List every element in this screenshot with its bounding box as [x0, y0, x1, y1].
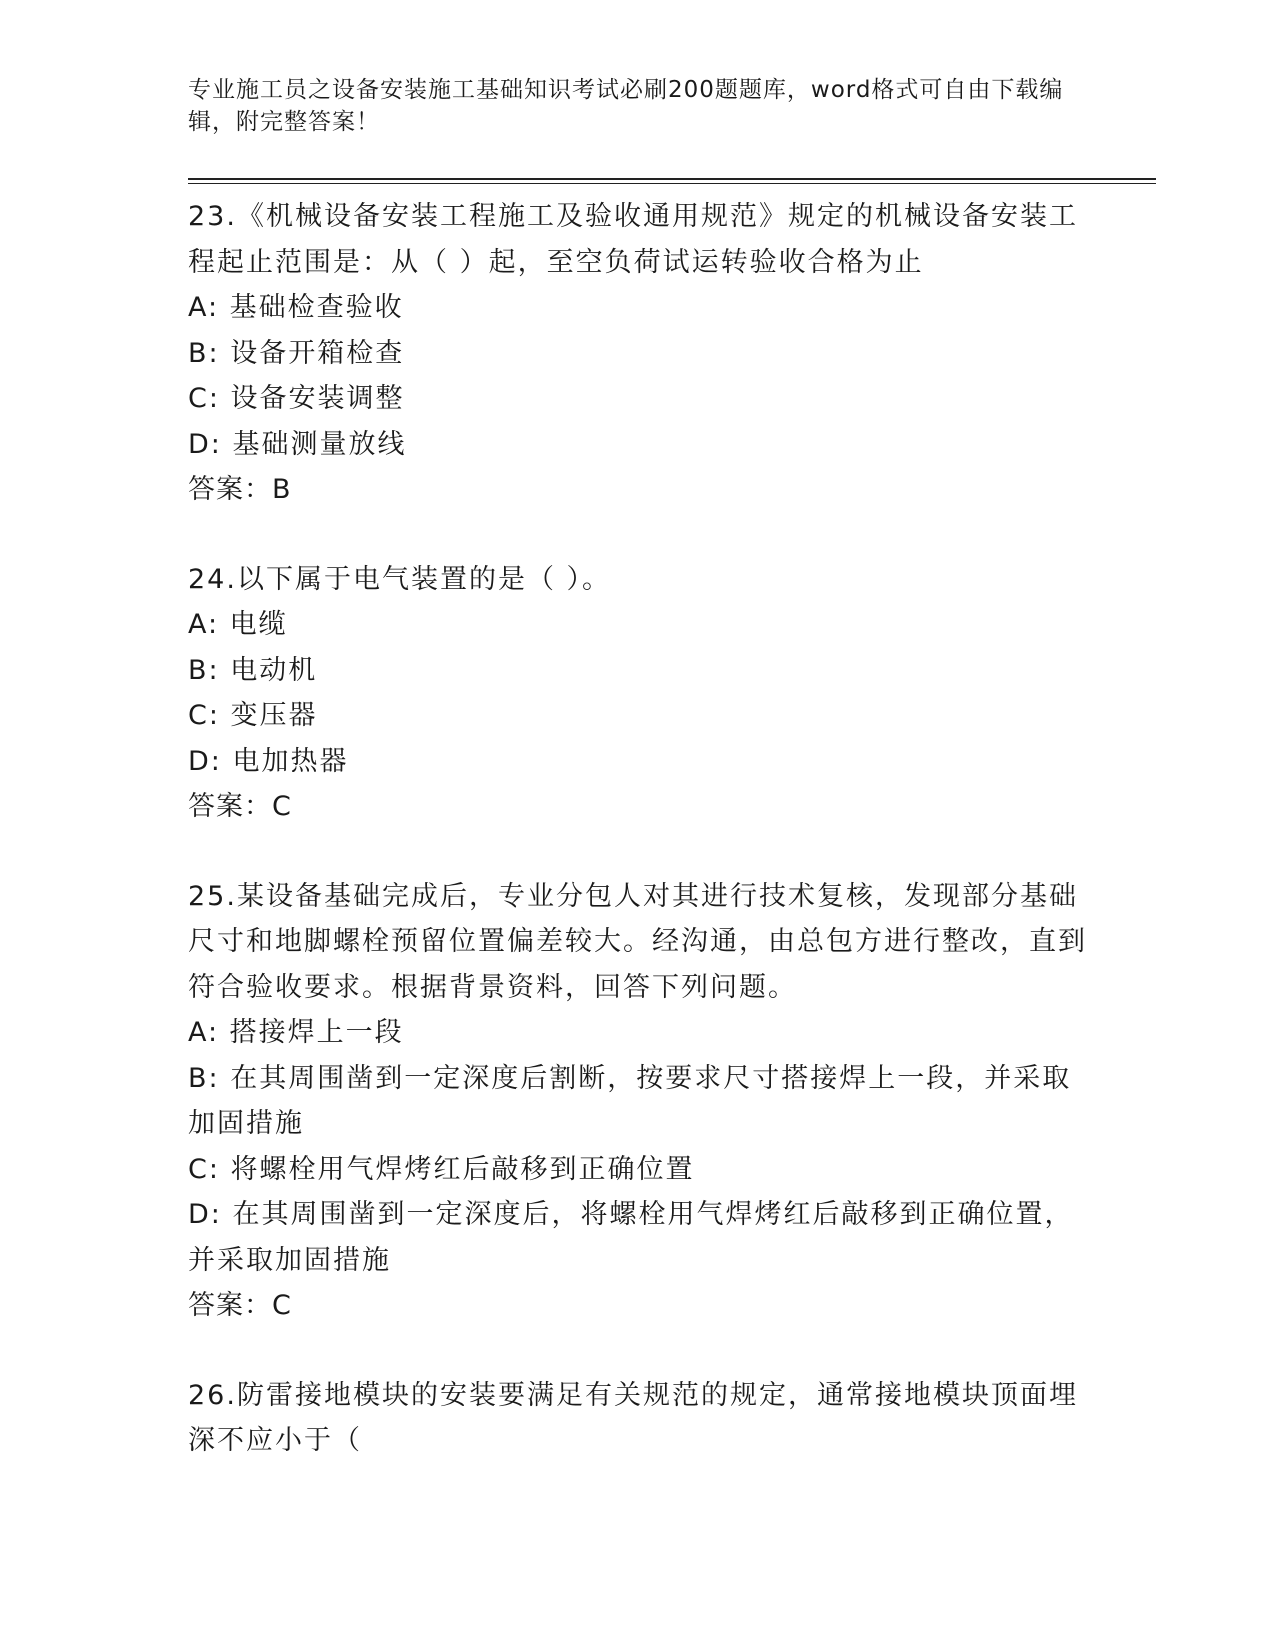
question-24 — [188, 557, 1088, 830]
question-stem: 24.以下属于电气装置的是（ ）。 — [188, 563, 612, 595]
option-b: B: 在其周围凿到一定深度后割断，按要求尺寸搭接焊上一段，并采取加固措施 — [188, 1062, 1072, 1139]
question-23 — [188, 194, 1088, 513]
header-divider-thin — [188, 183, 1156, 184]
option-b: B: 电动机 — [188, 654, 318, 686]
question-stem: 25.某设备基础完成后，专业分包人对其进行技术复核，发现部分基础尺寸和地脚螺栓预留位置偏差较大。经沟通，由总包方进行整改，直到符合验收要求。根据背景资料，回答下列问题。 — [188, 880, 1087, 1003]
option-d: D: 在其周围凿到一定深度后，将螺栓用气焊烤红后敲移到正确位置，并采取加固措施 — [188, 1199, 1074, 1276]
answer: 答案：C — [188, 1290, 292, 1321]
option-b: B: 设备开箱检查 — [188, 337, 405, 369]
option-a: A: 电缆 — [188, 609, 288, 640]
question-stem: 23.《机械设备安装工程施工及验收通用规范》规定的机械设备安装工程起止范围是：从（ ）起，至空负荷试运转验收合格为止 — [188, 201, 1078, 278]
option-d: D: 基础测量放线 — [188, 428, 407, 460]
question-list — [188, 194, 1088, 1508]
option-a: A: 基础检查验收 — [188, 292, 404, 323]
question-stem: 26.防雷接地模块的安装要满足有关规范的规定，通常接地模块顶面埋深不应小于（ — [188, 1379, 1078, 1456]
option-c: C: 将螺栓用气焊烤红后敲移到正确位置 — [188, 1153, 695, 1185]
answer: 答案：C — [188, 791, 292, 822]
header-divider — [188, 178, 1156, 180]
answer: 答案：B — [188, 474, 292, 505]
option-d: D: 电加热器 — [188, 745, 349, 777]
option-a: A: 搭接焊上一段 — [188, 1017, 404, 1048]
option-c: C: 设备安装调整 — [188, 383, 405, 414]
option-c: C: 变压器 — [188, 700, 318, 731]
document-header: 专业施工员之设备安装施工基础知识考试必刷200题题库，word格式可自由下载编辑，附完整答案！ — [188, 77, 1064, 135]
question-25 — [188, 874, 1088, 1329]
question-26 — [188, 1373, 1088, 1464]
